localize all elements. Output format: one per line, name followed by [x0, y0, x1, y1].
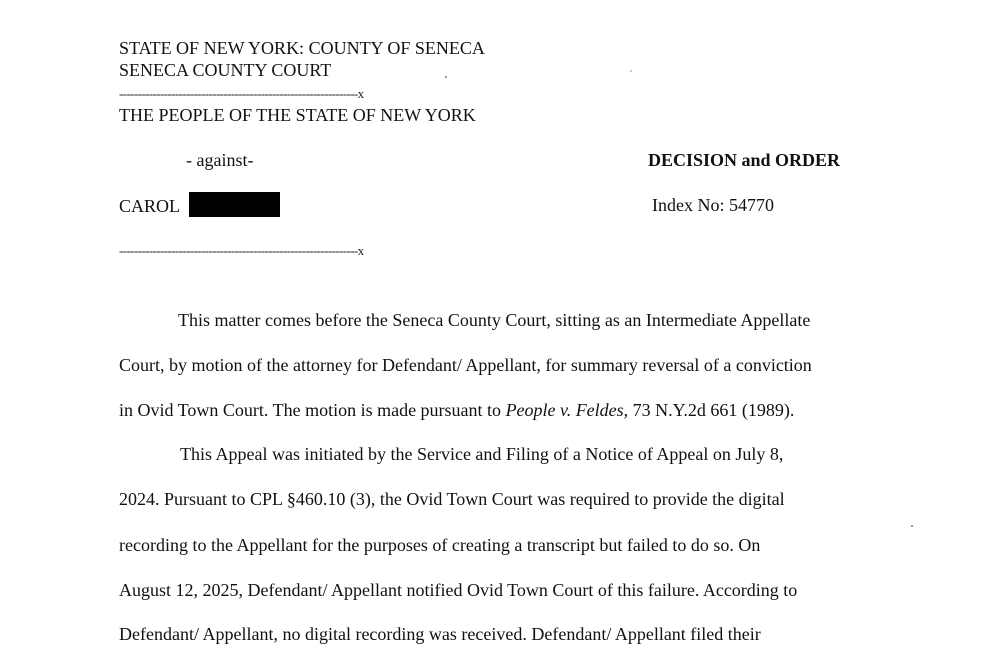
paragraph-2-line-2: 2024. Pursuant to CPL §460.10 (3), the Ovid Town Court was required to provide the digital: [119, 489, 785, 509]
plaintiff-name: THE PEOPLE OF THE STATE OF NEW YORK: [119, 105, 476, 125]
index-number: Index No: 54770: [652, 195, 774, 215]
paragraph-1-line-3-citation: 73 N.Y.2d 661 (1989).: [628, 400, 795, 420]
scan-speck: [445, 76, 447, 78]
against-label: - against-: [186, 150, 254, 170]
redaction-block: [189, 192, 280, 217]
court-state-line: STATE OF NEW YORK: COUNTY OF SENECA: [119, 38, 485, 58]
paragraph-1-line-1: This matter comes before the Seneca County Court, sitting as an Intermediate Appellate: [178, 310, 811, 330]
paragraph-1-line-2: Court, by motion of the attorney for Defendant/ Appellant, for summary reversal of a conviction: [119, 355, 812, 375]
caption-rule-bottom: ----------------------------------------------------------------x: [119, 243, 364, 258]
defendant-first-name: CAROL: [119, 196, 181, 216]
paragraph-2-line-4: August 12, 2025, Defendant/ Appellant notified Ovid Town Court of this failure. According to: [119, 580, 798, 600]
caption-rule-top: ----------------------------------------------------------------x: [119, 86, 364, 101]
paragraph-2-line-3: recording to the Appellant for the purposes of creating a transcript but failed to do so. On: [119, 535, 761, 555]
scan-speck: [630, 70, 632, 72]
paragraph-1-line-3-text: in Ovid Town Court. The motion is made pursuant to: [119, 400, 506, 420]
paragraph-1-line-3: [119, 399, 794, 421]
document-heading: DECISION and ORDER: [648, 150, 841, 170]
court-name-line: SENECA COUNTY COURT: [119, 60, 332, 80]
paragraph-2-line-1: This Appeal was initiated by the Service and Filing of a Notice of Appeal on July 8,: [180, 444, 784, 464]
paragraph-2-line-5: Defendant/ Appellant, no digital recording was received. Defendant/ Appellant filed their: [119, 624, 761, 644]
scan-speck: [911, 525, 913, 527]
case-citation: People v. Feldes,: [505, 400, 629, 420]
